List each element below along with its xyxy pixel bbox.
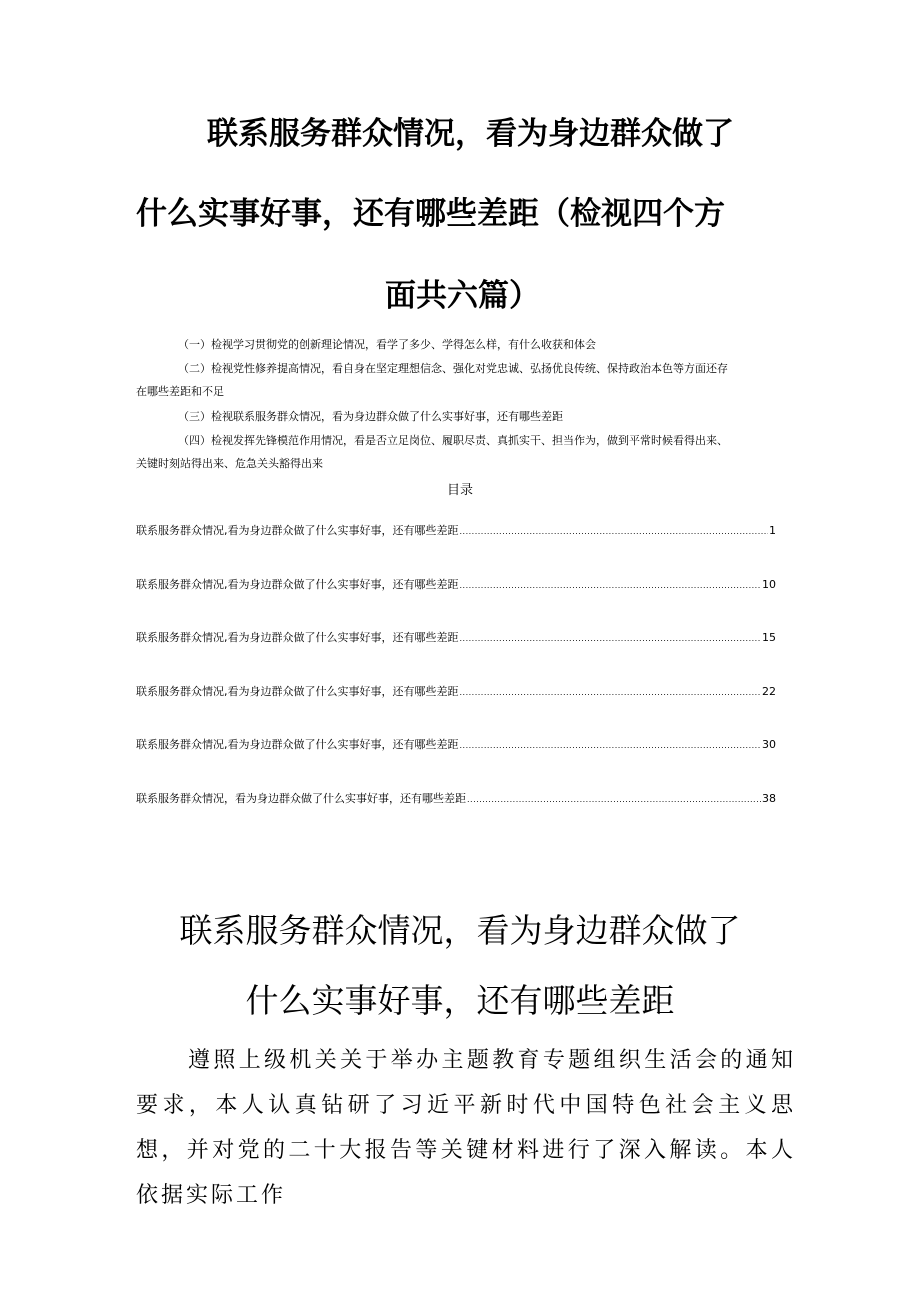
toc-entry-title[interactable]: 联系服务群众情况,看为身边群众做了什么实事好事，还有哪些差距 xyxy=(136,631,459,644)
toc-page-number[interactable]: 10 xyxy=(762,577,776,591)
intro-item-1 xyxy=(136,333,796,356)
toc-entry-3[interactable] xyxy=(136,627,776,681)
intro-item-2 xyxy=(136,357,796,403)
intro-item-4 xyxy=(136,429,796,475)
toc-entry-2[interactable] xyxy=(136,574,776,628)
toc-page-number[interactable]: 38 xyxy=(762,791,776,805)
toc-entry-title[interactable]: 联系服务群众情况,看为身边群众做了什么实事好事，还有哪些差距 xyxy=(136,684,459,698)
toc-dot-leader xyxy=(460,734,762,757)
section-title-line-2: 什么实事好事，还有哪些差距 xyxy=(245,981,675,1020)
intro-item-4-continuation: 关键时刻站得出来、危急关头豁得出来 xyxy=(136,457,323,470)
toc-dot-leader xyxy=(460,574,762,597)
toc-entry-6[interactable] xyxy=(136,788,776,842)
toc-dot-leader xyxy=(460,681,762,704)
body-paragraph: 遵照上级机关关于举办主题教育专题组织生活会的通知要求，本人认真钻研了习近平新时代中国特色社会主义思想，并对党的二十大报告等关键材料进行了深入解读。本人依据实际工作 xyxy=(136,1048,796,1208)
toc-page-number[interactable]: 30 xyxy=(762,738,776,751)
toc-entry-title[interactable]: 联系服务群众情况,看为身边群众做了什么实事好事，还有哪些差距 xyxy=(136,738,459,751)
toc-page-number[interactable]: 22 xyxy=(762,684,776,698)
intro-item-3 xyxy=(136,405,796,428)
document-title-line-3: 面共六篇） xyxy=(385,278,540,314)
intro-item-2-text: （二）检视党性修养提高情况，看自身在坚定理想信念、强化对党忠诚、弘扬优良传统、保持政治本色等方面还存 xyxy=(178,362,728,375)
section-title-line-1: 联系服务群众情况，看为身边群众做了 xyxy=(179,911,741,950)
toc-page-number[interactable]: 15 xyxy=(762,631,776,644)
toc-entry-title[interactable]: 联系服务群众情况,看为身边群众做了什么实事好事，还有哪些差距 xyxy=(136,524,459,537)
toc-entry-1[interactable] xyxy=(136,520,776,574)
intro-item-2-continuation: 在哪些差距和不足 xyxy=(136,385,224,398)
toc-entry-4[interactable] xyxy=(136,681,776,735)
toc-entry-title[interactable]: 联系服务群众情况，看为身边群众做了什么实事好事，还有哪些差距 xyxy=(136,791,466,805)
document-title-line-2: 什么实事好事，还有哪些差距（检视四个方 xyxy=(136,196,725,232)
toc-dot-leader xyxy=(467,788,761,811)
table-of-contents xyxy=(136,520,776,841)
intro-item-4-text: （四）检视发挥先锋模范作用情况，看是否立足岗位、履职尽责、真抓实干、担当作为，做到平常时候看得出来、 xyxy=(178,434,728,447)
toc-dot-leader xyxy=(460,520,769,543)
toc-dot-leader xyxy=(460,627,762,650)
intro-item-3-text: （三）检视联系服务群众情况，看为身边群众做了什么实事好事，还有哪些差距 xyxy=(178,410,563,423)
toc-heading: 目录 xyxy=(446,483,473,498)
section-body xyxy=(136,1038,796,1218)
document-title-line-1: 联系服务群众情况，看为身边群众做了 xyxy=(207,116,734,152)
toc-page-number[interactable]: 1 xyxy=(769,524,776,537)
toc-entry-title[interactable]: 联系服务群众情况,看为身边群众做了什么实事好事，还有哪些差距 xyxy=(136,577,459,591)
intro-item-1-text: （一）检视学习贯彻党的创新理论情况，看学了多少、学得怎么样，有什么收获和体会 xyxy=(178,338,596,351)
toc-entry-5[interactable] xyxy=(136,734,776,788)
